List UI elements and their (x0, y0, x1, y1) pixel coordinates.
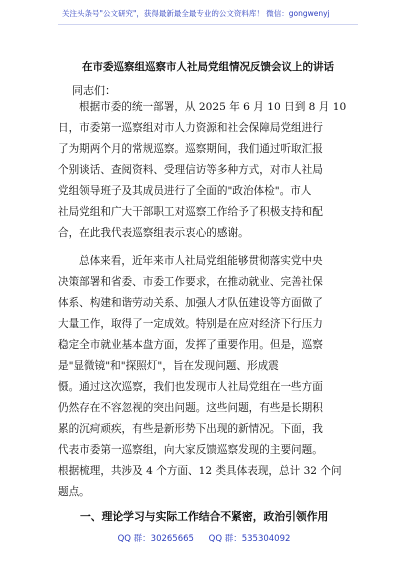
text-line: 合，在此我代表巡察组表示衷心的感谢。 (58, 227, 249, 239)
text-line: 总体来看，近年来市人社局党组能够贯彻落实党中央 (79, 255, 323, 267)
text-line: 题点。 (58, 486, 90, 498)
text-line: 党组领导班子及其成员进行了全面的"政治体检"。市人 (58, 185, 312, 197)
text-line: 了为期两个月的常规巡察。巡察期间，我们通过听取汇报 (58, 143, 323, 155)
text-line: 决策部署和省委、市委工作要求，在推动就业、完善社保 (58, 276, 323, 288)
text-line: 社局党组和广大干部职工对巡察工作给予了积极支持和配 (58, 206, 323, 218)
text-line: 日，市委第一巡察组对市人力资源和社会保障局党组进行 (58, 122, 323, 134)
section-heading: 一、理论学习与实际工作结合不紧密，政治引领作用 (80, 510, 329, 523)
footer (0, 532, 408, 544)
header-notice: 关注头条号"公文研究"，获得最新最全最专业的公文资料库！ 微信：gongwenyj (62, 9, 330, 18)
text-line: 仍然存在不容忽视的突出问题。这些问题，有些是长期积 (58, 402, 323, 414)
greeting: 同志们： (72, 84, 116, 97)
paragraph-1 (58, 97, 358, 244)
text-line: 根据市委的统一部署，从 2025 年 6 月 10 日到 8 月 10 (79, 101, 347, 113)
text-line: 累的沉疴顽疾，有些是新形势下出现的新情况。下面，我 (58, 423, 323, 435)
text-line: 稳定全市就业基本盘方面，发挥了重要作用。但是，巡察 (58, 339, 323, 351)
paragraph-2 (58, 251, 358, 503)
footer-qq-group-2: QQ 群：535304092 (208, 534, 291, 544)
text-line: 大量工作，取得了一定成效。特别是在应对经济下行压力 (58, 318, 323, 330)
document-title: 在市委巡察组巡察市人社局党组情况反馈会议上的讲话 (82, 61, 334, 73)
text-line: 是"显微镜"和"探照灯"，旨在发现问题、形成震 (58, 360, 279, 372)
text-line: 体系、构建和谐劳动关系、加强人才队伍建设等方面做了 (58, 297, 323, 309)
header-divider (58, 24, 358, 25)
text-line: 个别谈话、查阅资料、受理信访等多种方式，对市人社局 (58, 164, 323, 176)
text-line: 根据梳理，共涉及 4 个方面、12 类具体表现，总计 32 个问 (58, 465, 342, 477)
text-line: 代表市委第一巡察组，向大家反馈巡察发现的主要问题。 (58, 444, 323, 456)
footer-qq-group-1: QQ 群：30265665 (117, 534, 194, 544)
text-line: 慑。通过这次巡察，我们也发现市人社局党组在一些方面 (58, 381, 323, 393)
